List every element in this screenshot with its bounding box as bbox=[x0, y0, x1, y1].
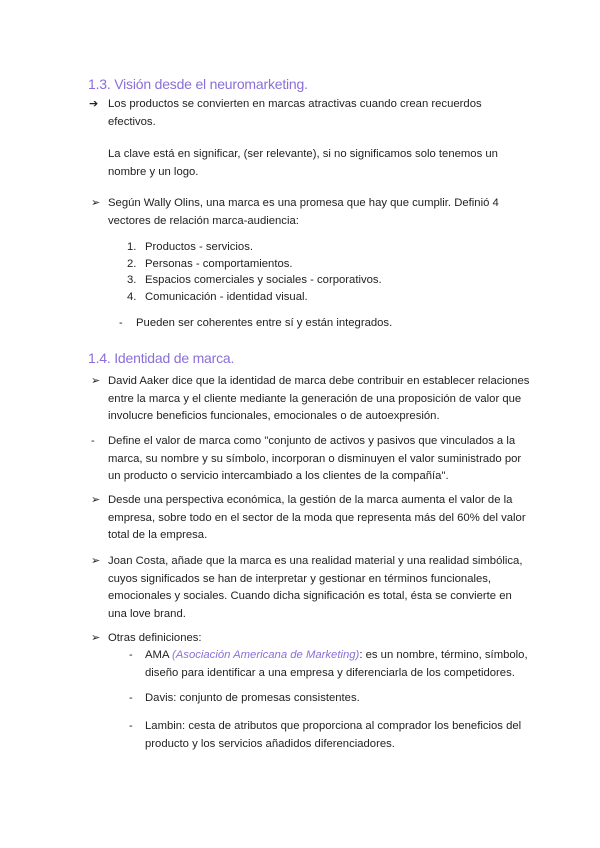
triangle-bullet-icon: ➢ bbox=[91, 632, 101, 644]
triangle-bullet-icon: ➢ bbox=[91, 555, 101, 567]
dash-bullet: - bbox=[129, 720, 133, 732]
section-heading-1-3: 1.3. Visión desde el neuromarketing. bbox=[88, 76, 308, 92]
list-item: 3. Espacios comerciales y sociales - corporativos. bbox=[127, 274, 382, 286]
bullet-text: David Aaker dice que la identidad de marca debe contribuir en establecer relaciones entre la marca y el cliente mediante la generación de una proposición de valor que involucre beneficios funcionales, emocionales o de autoexpresión. bbox=[108, 375, 530, 422]
bullet-text: Pueden ser coherentes entre sí y están integrados. bbox=[136, 317, 393, 329]
paragraph: La clave está en significar, (ser relevante), si no significamos solo tenemos un nombre y un logo. bbox=[108, 148, 498, 178]
arrow-bullet-icon: ➔ bbox=[89, 98, 99, 110]
bullet-text: Define el valor de marca como "conjunto de activos y pasivos que vinculados a la marca, su nombre y su símbolo, incorporan o disminuyen el valor suministrado por un producto o servicio intercambiado a los clientes de la compañía". bbox=[108, 435, 522, 482]
dash-bullet: - bbox=[119, 317, 123, 329]
triangle-bullet-icon: ➢ bbox=[91, 375, 101, 387]
list-item: 4. Comunicación - identidad visual. bbox=[127, 290, 308, 303]
dash-bullet: - bbox=[91, 435, 95, 447]
list-item: 2. Personas - comportamientos. bbox=[127, 257, 293, 270]
section-heading-1-4: 1.4. Identidad de marca. bbox=[88, 350, 235, 366]
list-item: 1. Productos - servicios. bbox=[127, 241, 253, 253]
numbered-list bbox=[127, 239, 507, 305]
bullet-text: Los productos se convierten en marcas atractivas cuando crean recuerdos efectivos. bbox=[108, 98, 482, 128]
bullet-text: Desde una perspectiva económica, la gestión de la marca aumenta el valor de la empresa, sobre todo en el sector de la moda que representa más del 60% del valor total de la empresa. bbox=[108, 494, 526, 541]
triangle-bullet-icon: ➢ bbox=[91, 494, 101, 506]
dash-bullet: - bbox=[129, 649, 133, 661]
bullet-text: Otras definiciones: bbox=[108, 632, 202, 644]
definition-item: Lambin: cesta de atributos que proporciona al comprador los beneficios del producto y los servicios añadidos diferenciadores. bbox=[145, 720, 522, 750]
triangle-bullet-icon: ➢ bbox=[91, 197, 101, 209]
definition-item: Davis: conjunto de promesas consistentes. bbox=[145, 692, 360, 704]
dash-bullet: - bbox=[129, 692, 133, 704]
bullet-text: Según Wally Olins, una marca es una promesa que hay que cumplir. Definió 4 vectores de relación marca-audiencia: bbox=[108, 197, 499, 227]
bullet-text: Joan Costa, añade que la marca es una realidad material y una realidad simbólica, cuyos significados se han de interpretar y gestionar en términos funcionales, emocionales y sociales. Cuando dicha significación es total, ésta se convierte en una love brand. bbox=[108, 555, 523, 620]
definition-item: AMA (Asociación Americana de Marketing): es un nombre, término, símbolo, diseño para identificar a una empresa y diferenciarla de los competidores. bbox=[145, 649, 528, 679]
